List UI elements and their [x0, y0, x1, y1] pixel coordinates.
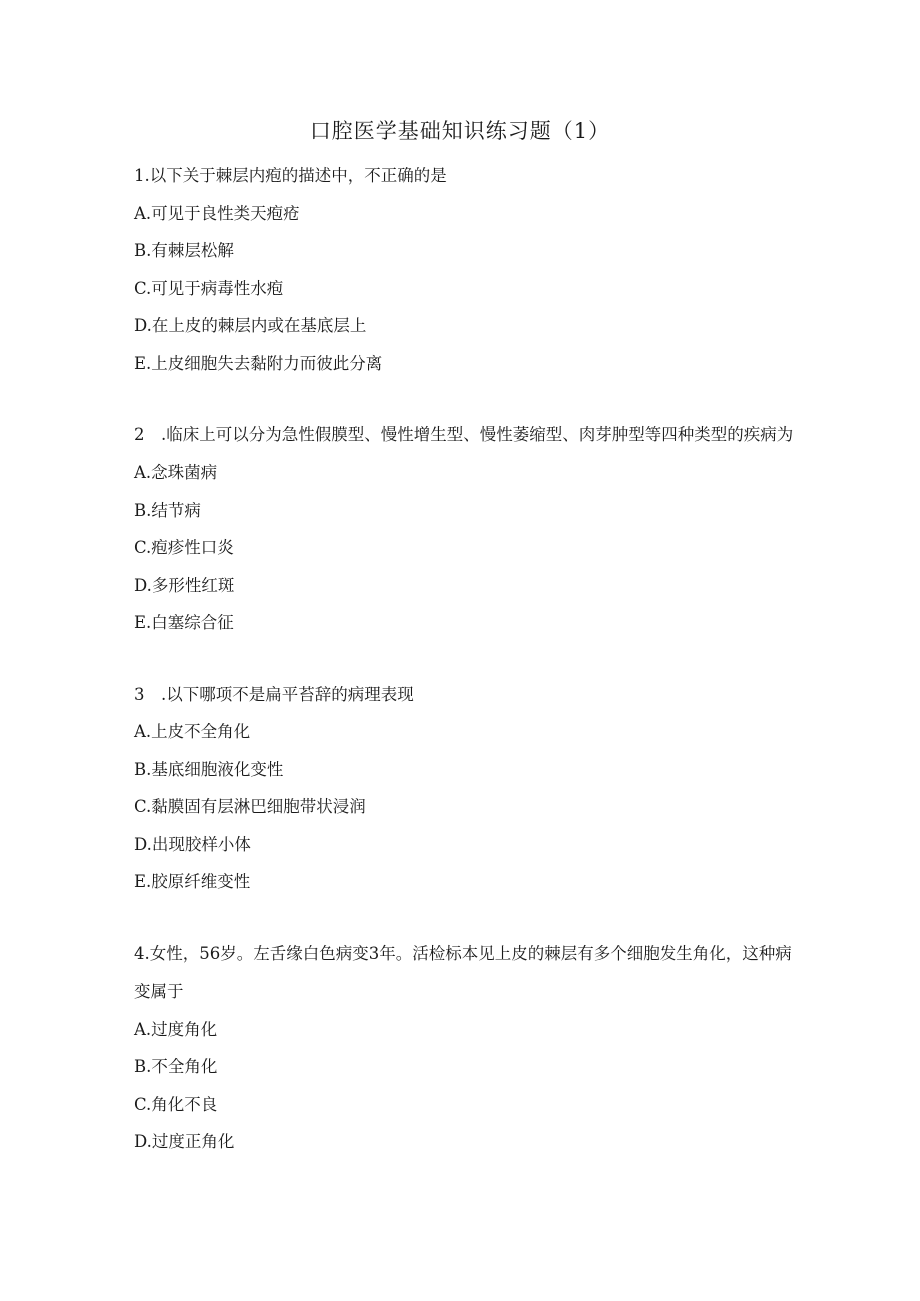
option-c: C.疱疹性口炎	[134, 538, 234, 557]
question-stem: 2 .临床上可以分为急性假膜型、慢性增生型、慢性萎缩型、肉芽肿型等四种类型的疾病为	[134, 425, 794, 444]
option-b: B.有棘层松解	[134, 241, 234, 260]
option-b: B.不全角化	[134, 1057, 218, 1076]
option-a: A.上皮不全角化	[134, 722, 251, 741]
question-2	[134, 416, 794, 642]
question-4	[134, 935, 794, 1161]
option-b: B.基底细胞液化变性	[134, 759, 284, 779]
option-d: D.出现胶样小体	[134, 834, 251, 854]
question-stem: 1.以下关于棘层内疱的描述中，不正确的是	[134, 166, 447, 185]
document-title: 口腔医学基础知识练习题（1）	[309, 119, 611, 143]
option-d: D.在上皮的棘层内或在基底层上	[134, 316, 367, 335]
option-d: D.多形性红斑	[134, 575, 235, 595]
option-e: E.胶原纤维变性	[134, 872, 251, 891]
option-b: B.结节病	[134, 500, 201, 520]
question-spacer	[134, 901, 794, 935]
option-a: A.过度角化	[134, 1019, 218, 1039]
option-d: D.过度正角化	[134, 1132, 235, 1151]
option-c: C.黏膜固有层淋巴细胞带状浸润	[134, 797, 366, 816]
option-c: C.可见于病毒性水疱	[134, 278, 284, 298]
option-e: E.上皮细胞失去黏附力而彼此分离	[134, 353, 383, 373]
question-3	[134, 676, 794, 901]
option-e: E.白塞综合征	[134, 613, 234, 632]
question-spacer	[134, 382, 794, 416]
question-list	[134, 157, 794, 1161]
option-a: A.念珠菌病	[134, 463, 218, 482]
option-c: C.角化不良	[134, 1094, 218, 1114]
question-stem: 4.女性，56岁。左舌缘白色病变3年。活检标本见上皮的棘层有多个细胞发生角化，这种病变属于	[134, 943, 792, 1001]
option-a: A.可见于良性类天疱疮	[134, 203, 300, 223]
question-1	[134, 157, 794, 382]
question-spacer	[134, 642, 794, 676]
question-stem: 3 .以下哪项不是扁平苔辞的病理表现	[134, 684, 414, 704]
